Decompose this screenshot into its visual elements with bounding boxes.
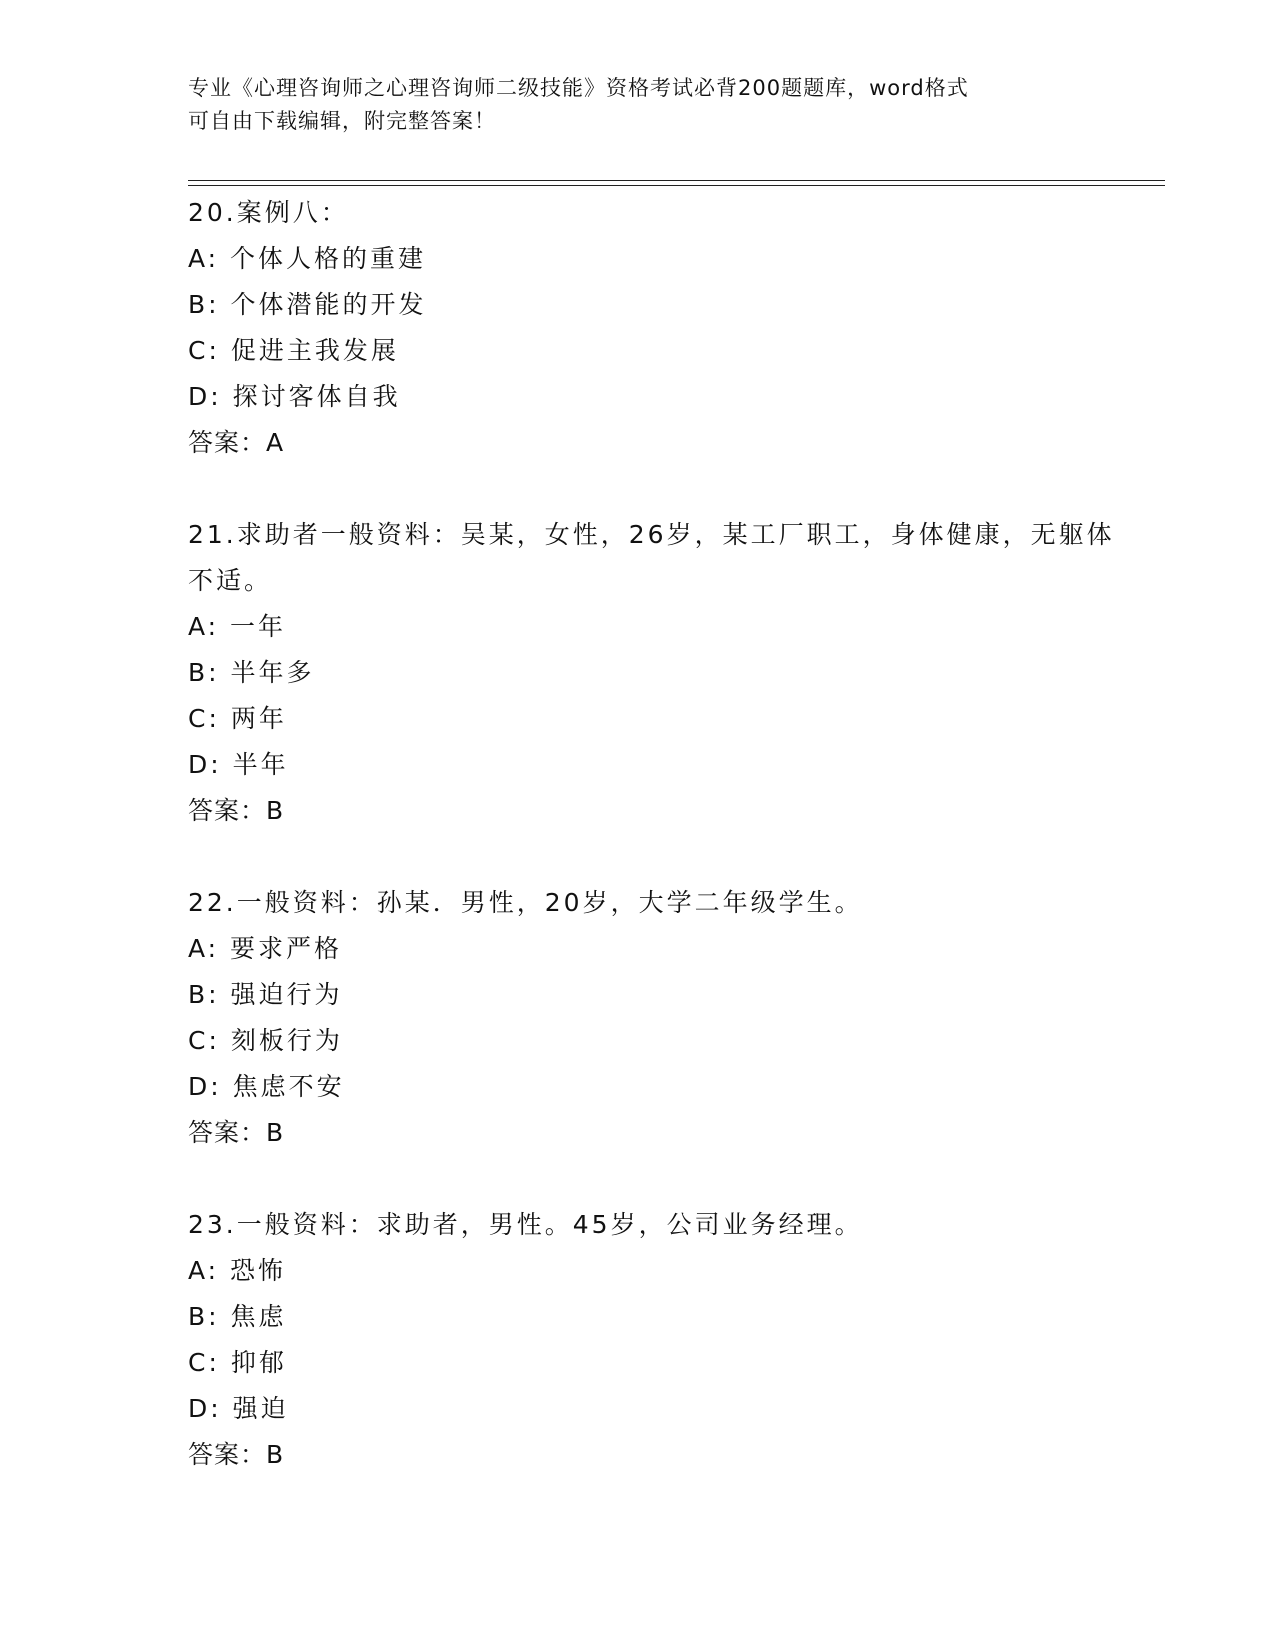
question-22 xyxy=(188,880,1118,1156)
option-b: B: 半年多 xyxy=(188,658,315,687)
question-stem: 22.一般资料：孙某．男性，20岁，大学二年级学生。 xyxy=(188,888,863,917)
option-d: D: 焦虑不安 xyxy=(188,1072,345,1101)
option-b: B: 个体潜能的开发 xyxy=(188,290,427,319)
option-d: D: 半年 xyxy=(188,750,289,779)
option-b: B: 强迫行为 xyxy=(188,980,343,1009)
option-c: C: 两年 xyxy=(188,704,287,733)
answer: 答案：B xyxy=(188,796,285,825)
question-spacer xyxy=(188,1156,1118,1202)
header-rule-bottom xyxy=(188,185,1165,186)
header-line-2: 可自由下载编辑，附完整答案！ xyxy=(188,109,496,133)
answer: 答案：B xyxy=(188,1118,285,1147)
option-a: A: 个体人格的重建 xyxy=(188,244,427,273)
option-d: D: 强迫 xyxy=(188,1394,289,1423)
question-stem: 23.一般资料：求助者，男性。45岁，公司业务经理。 xyxy=(188,1210,863,1239)
document-header xyxy=(188,72,1088,138)
option-d: D: 探讨客体自我 xyxy=(188,382,401,411)
question-20 xyxy=(188,190,1118,466)
answer: 答案：A xyxy=(188,428,285,457)
question-stem: 20.案例八： xyxy=(188,198,349,227)
question-stem: 21.求助者一般资料：吴某，女性，26岁，某工厂职工，身体健康，无躯体不适。 xyxy=(188,520,1115,595)
question-spacer xyxy=(188,466,1118,512)
question-21 xyxy=(188,512,1118,834)
option-a: A: 恐怖 xyxy=(188,1256,287,1285)
question-list xyxy=(188,190,1118,1478)
option-c: C: 刻板行为 xyxy=(188,1026,343,1055)
option-a: A: 要求严格 xyxy=(188,934,343,963)
option-c: C: 促进主我发展 xyxy=(188,336,399,365)
header-rule-top xyxy=(188,180,1165,181)
header-line-1: 专业《心理咨询师之心理咨询师二级技能》资格考试必背200题题库，word格式 xyxy=(188,76,969,100)
answer: 答案：B xyxy=(188,1440,285,1469)
option-b: B: 焦虑 xyxy=(188,1302,287,1331)
question-spacer xyxy=(188,834,1118,880)
question-23 xyxy=(188,1202,1118,1478)
option-a: A: 一年 xyxy=(188,612,287,641)
option-c: C: 抑郁 xyxy=(188,1348,287,1377)
